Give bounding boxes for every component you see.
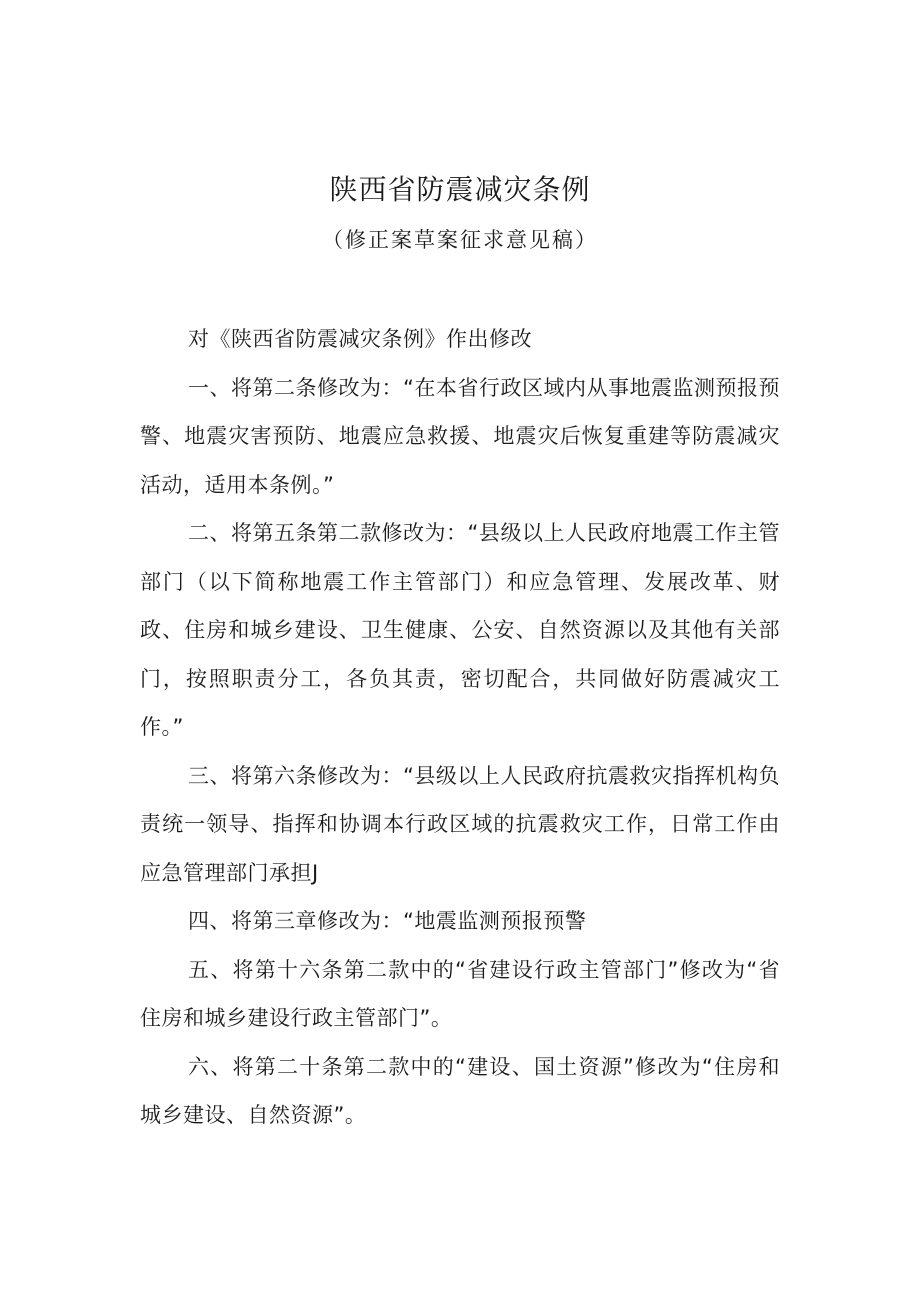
paragraph-item-6: 六、将第二十条第二款中的“建设、国土资源”修改为“住房和城乡建设、自然资源”。 [140, 1054, 780, 1127]
document-body [140, 315, 780, 1140]
paragraph-intro: 对《陕西省防震减灾条例》作出修改 [188, 327, 532, 351]
document-title: 陕西省防震减灾条例 [329, 173, 591, 206]
paragraph-item-1: 一、将第二条修改为：“在本省行政区域内从事地震监测预报预警、地震灾害预防、地震应急救援、地震灾后恢复重建等防震减灾活动，适用本条例。” [140, 375, 780, 497]
paragraph-item-2: 二、将第五条第二款修改为：“县级以上人民政府地震工作主管部门（以下简称地震工作主管部门）和应急管理、发展改革、财政、住房和城乡建设、卫生健康、公安、自然资源以及其他有关部门，按照职责分工，各负其责，密切配合，共同做好防震减灾工作。” [140, 521, 780, 739]
paragraph-item-5: 五、将第十六条第二款中的“省建设行政主管部门”修改为“省住房和城乡建设行政主管部门”。 [140, 957, 780, 1030]
paragraph-item-4: 四、将第三章修改为：“地震监测预报预警 [188, 909, 587, 933]
document-subtitle: （修正案草案征求意见稿） [322, 228, 598, 252]
paragraph-item-3: 三、将第六条修改为：“县级以上人民政府抗震救灾指挥机构负责统一领导、指挥和协调本行政区域的抗震救灾工作，日常工作由应急管理部门承担J [140, 763, 780, 885]
